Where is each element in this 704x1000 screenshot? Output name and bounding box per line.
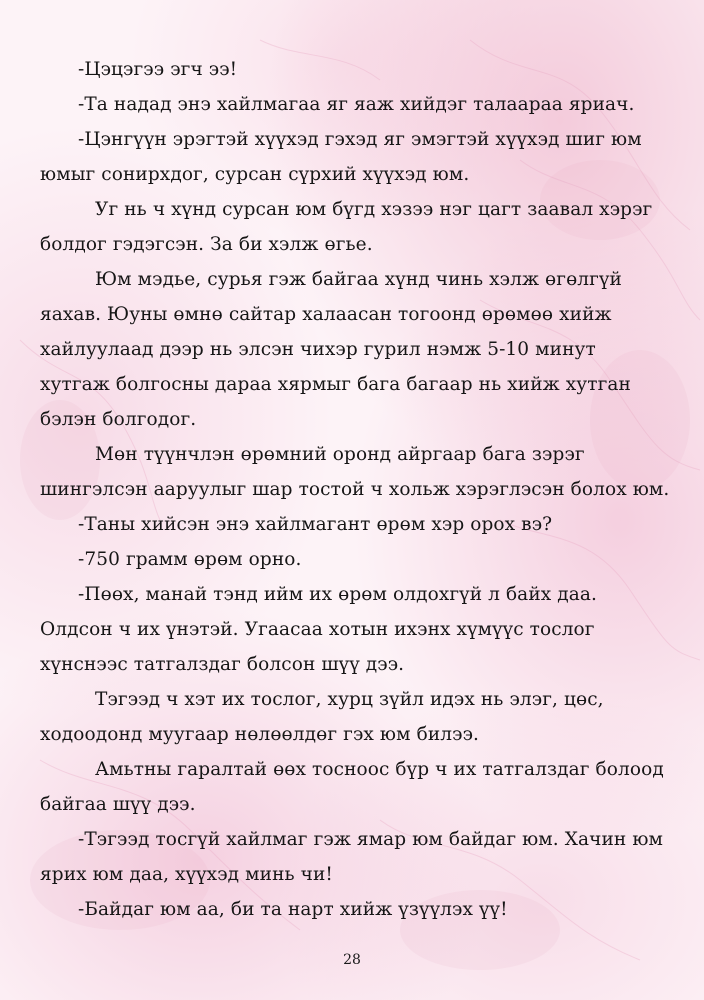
dialog-line-2: -Та надад энэ хайлмагаа яг яаж хийдэг талаараа яриач. bbox=[78, 94, 635, 115]
paragraph-3: Мөн түүнчлэн өрөмний оронд айргаар бага зэрэг шингэлсэн ааруулыг шар тостой ч хольж хэрэглэсэн болох юм. bbox=[40, 444, 670, 500]
dialog-line-6: -Пөөх, манай тэнд ийм их өрөм олдохгүй л байх даа. Олдсон ч их үнэтэй. Угаасаа хотын ихэнх хүмүүс тослог хүнснээс татгалздаг болсон шүү дээ. bbox=[40, 584, 597, 675]
paragraph-5: Амьтны гаралтай өөх тосноос бүр ч их татгалздаг болоод байгаа шүү дээ. bbox=[40, 759, 664, 815]
story-text bbox=[40, 52, 670, 927]
page-number: 28 bbox=[343, 952, 361, 968]
dialog-line-1: -Цэцэгээ эгч ээ! bbox=[78, 59, 238, 80]
dialog-line-8: -Байдаг юм аа, би та нарт хийж үзүүлэх үү! bbox=[78, 899, 508, 920]
paragraph-1: Уг нь ч хүнд сурсан юм бүгд хэзээ нэг цагт заавал хэрэг болдог гэдэгсэн. За би хэлж өгье. bbox=[40, 199, 653, 255]
dialog-line-7: -Тэгээд тосгүй хайлмаг гэж ямар юм байдаг юм. Хачин юм ярих юм даа, хүүхэд минь чи! bbox=[40, 829, 664, 885]
paragraph-4: Тэгээд ч хэт их тослог, хурц зүйл идэх нь элэг, цөс, ходоодонд муугаар нөлөөлдөг гэх юм билээ. bbox=[40, 689, 604, 745]
paragraph-2: Юм мэдье, сурья гэж байгаа хүнд чинь хэлж өгөлгүй яахав. Юуны өмнө сайтар халаасан тогоонд өрөмөө хийж хайлуулаад дээр нь элсэн чихэр гурил нэмж 5-10 минут хутгаж болгосны дараа хярмыг бага багаар нь хийж хутган бэлэн болгодог. bbox=[40, 269, 631, 430]
dialog-line-3: -Цэнгүүн эрэгтэй хүүхэд гэхэд яг эмэгтэй хүүхэд шиг юм юмыг сонирхдог, сурсан сүрхий хүүхэд юм. bbox=[40, 129, 642, 185]
dialog-line-5: -750 грамм өрөм орно. bbox=[78, 549, 302, 570]
dialog-line-4: -Таны хийсэн энэ хайлмагант өрөм хэр орох вэ? bbox=[78, 514, 553, 535]
